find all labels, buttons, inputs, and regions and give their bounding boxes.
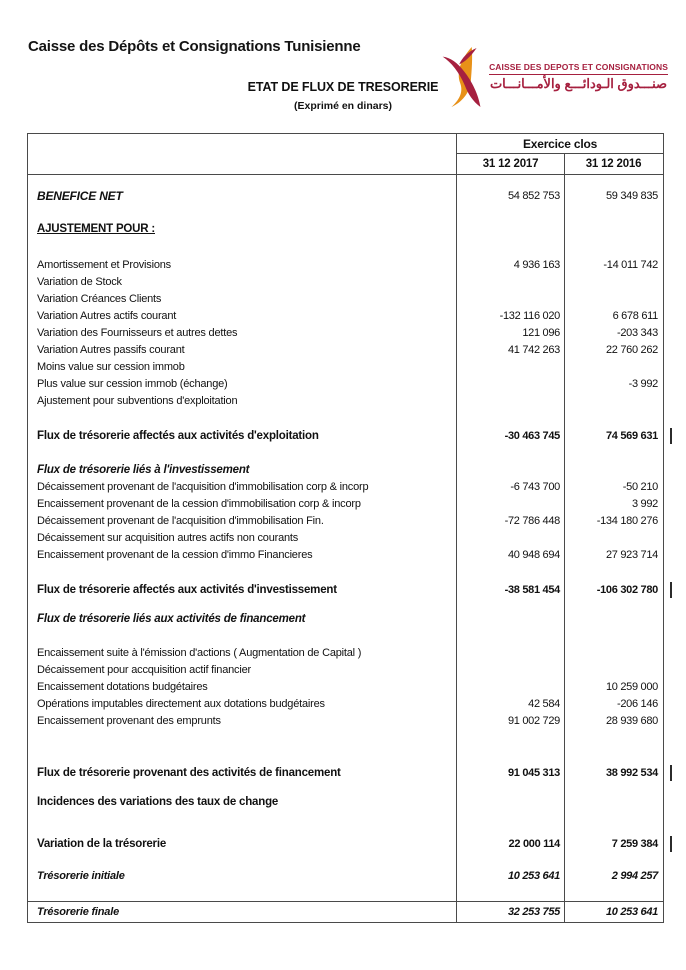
logo-swoosh-icon xyxy=(441,46,485,108)
table-row xyxy=(28,392,663,409)
table-row xyxy=(28,835,663,853)
table-row xyxy=(28,529,663,546)
value-2017: -72 786 448 xyxy=(456,512,564,529)
value-2017 xyxy=(456,220,564,238)
logo-text-french: CAISSE DES DEPOTS ET CONSIGNATIONS xyxy=(489,62,668,75)
value-2017: 91 002 729 xyxy=(456,712,564,729)
row-label xyxy=(28,810,456,835)
value-2017: 41 742 263 xyxy=(456,341,564,358)
value-2016: -106 302 780 xyxy=(564,581,662,599)
table-row xyxy=(28,220,663,238)
table-row xyxy=(28,712,663,729)
table-row xyxy=(28,644,663,661)
table-row xyxy=(28,358,663,375)
column-header-2016: 31 12 2016 xyxy=(564,154,662,174)
value-2016: 2 994 257 xyxy=(564,867,662,885)
value-2017 xyxy=(456,461,564,478)
row-label: Variation Autres passifs courant xyxy=(37,343,185,356)
value-2016: 59 349 835 xyxy=(564,185,662,206)
spacer-row xyxy=(28,409,663,427)
table-row xyxy=(28,695,663,712)
spacer-row xyxy=(28,238,663,256)
table-row xyxy=(28,273,663,290)
table-row xyxy=(28,290,663,307)
table-row xyxy=(28,546,663,563)
table-row xyxy=(28,461,663,478)
table-row xyxy=(28,901,663,922)
value-2016: 27 923 714 xyxy=(564,546,662,563)
value-2017 xyxy=(456,445,564,461)
spacer-row xyxy=(28,729,663,764)
value-2017: 42 584 xyxy=(456,695,564,712)
table-header-columns-row xyxy=(28,154,663,175)
row-label: Flux de trésorerie affectés aux activités d'exploitation xyxy=(37,430,319,442)
value-2017 xyxy=(456,610,564,627)
row-label: Encaissement provenant des emprunts xyxy=(37,714,221,727)
value-2016 xyxy=(564,793,662,810)
row-label: Variation de Stock xyxy=(37,275,122,288)
value-2017: 32 253 755 xyxy=(456,902,564,922)
header-label-spacer xyxy=(28,134,456,154)
value-2016 xyxy=(564,290,662,307)
value-2016: 3 992 xyxy=(564,495,662,512)
change-marker xyxy=(670,765,672,781)
row-label xyxy=(28,238,456,256)
table-row xyxy=(28,793,663,810)
value-2016: -50 210 xyxy=(564,478,662,495)
row-label: Encaissement provenant de la cession d'immo Financieres xyxy=(37,548,313,561)
change-marker xyxy=(670,428,672,444)
cashflow-statement-table xyxy=(27,133,664,923)
column-header-2017: 31 12 2017 xyxy=(456,154,564,174)
value-2016: 10 259 000 xyxy=(564,678,662,695)
row-label: Encaissement provenant de la cession d'immobilisation corp & incorp xyxy=(37,497,361,510)
table-row xyxy=(28,375,663,392)
value-2016: -14 011 742 xyxy=(564,256,662,273)
value-2016 xyxy=(564,175,662,185)
row-label xyxy=(28,563,456,581)
spacer-row xyxy=(28,853,663,867)
value-2017: -38 581 454 xyxy=(456,581,564,599)
spacer-row xyxy=(28,175,663,185)
value-2017: 10 253 641 xyxy=(456,867,564,885)
value-2017: 54 852 753 xyxy=(456,185,564,206)
value-2017 xyxy=(456,290,564,307)
value-2016: 28 939 680 xyxy=(564,712,662,729)
value-2016 xyxy=(564,610,662,627)
table-row xyxy=(28,495,663,512)
company-name: Caisse des Dépôts et Consignations Tunisienne xyxy=(28,38,361,55)
value-2016 xyxy=(564,810,662,835)
table-row xyxy=(28,610,663,627)
value-2017 xyxy=(456,358,564,375)
value-2016 xyxy=(564,599,662,610)
value-2016 xyxy=(564,627,662,644)
value-2016: 7 259 384 xyxy=(564,835,662,853)
value-2017 xyxy=(456,885,564,901)
row-label: Encaissement dotations budgétaires xyxy=(37,680,208,693)
value-2016 xyxy=(564,661,662,678)
row-label: Moins value sur cession immob xyxy=(37,360,185,373)
row-label: Trésorerie finale xyxy=(37,906,119,918)
value-2016 xyxy=(564,782,662,793)
document-header xyxy=(0,0,686,133)
table-row xyxy=(28,661,663,678)
value-2016 xyxy=(564,853,662,867)
table-row xyxy=(28,478,663,495)
spacer-row xyxy=(28,445,663,461)
table-row xyxy=(28,341,663,358)
value-2017 xyxy=(456,678,564,695)
value-2017 xyxy=(456,782,564,793)
value-2016: -3 992 xyxy=(564,375,662,392)
value-2016: 22 760 262 xyxy=(564,341,662,358)
value-2016 xyxy=(564,392,662,409)
table-row xyxy=(28,678,663,695)
value-2016 xyxy=(564,563,662,581)
value-2016 xyxy=(564,273,662,290)
value-2017 xyxy=(456,529,564,546)
row-label: Opérations imputables directement aux dotations budgétaires xyxy=(37,697,325,710)
row-label: Trésorerie initiale xyxy=(37,870,125,882)
value-2017 xyxy=(456,644,564,661)
header-label-spacer xyxy=(28,154,456,174)
value-2016: -134 180 276 xyxy=(564,512,662,529)
table-row xyxy=(28,581,663,599)
value-2017: 40 948 694 xyxy=(456,546,564,563)
value-2017: 121 096 xyxy=(456,324,564,341)
row-label: Variation Créances Clients xyxy=(37,292,162,305)
value-2016 xyxy=(564,220,662,238)
table-row xyxy=(28,764,663,782)
logo-text-arabic: صنـــدوق الـودائـــع والأمـــانـــات xyxy=(489,76,668,91)
row-label: Décaissement provenant de l'acquisition d'immobilisation Fin. xyxy=(37,514,324,527)
value-2017: -6 743 700 xyxy=(456,478,564,495)
column-group-header: Exercice clos xyxy=(456,134,663,154)
value-2016 xyxy=(564,729,662,764)
row-label: Variation Autres actifs courant xyxy=(37,309,177,322)
value-2017 xyxy=(456,627,564,644)
spacer-row xyxy=(28,563,663,581)
row-label: Décaissement provenant de l'acquisition d'immobilisation corp & incorp xyxy=(37,480,369,493)
value-2016 xyxy=(564,206,662,220)
value-2016 xyxy=(564,644,662,661)
value-2017 xyxy=(456,810,564,835)
row-label xyxy=(28,599,456,610)
row-label: Flux de trésorerie liés à l'investissement xyxy=(37,463,250,476)
value-2016: 6 678 611 xyxy=(564,307,662,324)
value-2017 xyxy=(456,793,564,810)
table-header-group-row xyxy=(28,134,663,154)
value-2017 xyxy=(456,661,564,678)
spacer-row xyxy=(28,810,663,835)
spacer-row xyxy=(28,885,663,901)
spacer-row xyxy=(28,782,663,793)
table-row xyxy=(28,256,663,273)
row-label xyxy=(28,206,456,220)
row-label xyxy=(28,885,456,901)
row-label: Flux de trésorerie liés aux activités de financement xyxy=(37,612,306,625)
value-2017 xyxy=(456,495,564,512)
value-2017 xyxy=(456,729,564,764)
value-2017 xyxy=(456,599,564,610)
table-row xyxy=(28,185,663,206)
row-label xyxy=(28,409,456,427)
table-row xyxy=(28,512,663,529)
table-row xyxy=(28,324,663,341)
value-2017 xyxy=(456,853,564,867)
row-label: BENEFICE NET xyxy=(37,188,123,203)
value-2016 xyxy=(564,358,662,375)
document-subtitle: (Exprimé en dinars) xyxy=(293,100,393,112)
row-label: Variation des Fournisseurs et autres dettes xyxy=(37,326,238,339)
table-row xyxy=(28,307,663,324)
value-2017 xyxy=(456,273,564,290)
row-label xyxy=(28,729,456,764)
row-label: Flux de trésorerie provenant des activités de financement xyxy=(37,767,341,779)
value-2017: 91 045 313 xyxy=(456,764,564,782)
row-label xyxy=(28,782,456,793)
spacer-row xyxy=(28,599,663,610)
value-2017 xyxy=(456,206,564,220)
table-row xyxy=(28,427,663,445)
row-label: Incidences des variations des taux de change xyxy=(37,795,279,808)
value-2016: 10 253 641 xyxy=(564,902,662,922)
row-label: Décaissement sur acquisition autres actifs non courants xyxy=(37,531,299,544)
row-label: Variation de la trésorerie xyxy=(37,838,167,850)
value-2016 xyxy=(564,409,662,427)
row-label xyxy=(28,445,456,461)
value-2017 xyxy=(456,409,564,427)
row-label: Ajustement pour subventions d'exploitation xyxy=(37,394,238,407)
value-2017: -132 116 020 xyxy=(456,307,564,324)
row-label: Flux de trésorerie affectés aux activités d'investissement xyxy=(37,584,337,596)
change-marker xyxy=(670,582,672,598)
spacer-row xyxy=(28,627,663,644)
value-2017: 4 936 163 xyxy=(456,256,564,273)
value-2016: 38 992 534 xyxy=(564,764,662,782)
value-2017 xyxy=(456,563,564,581)
value-2016: -206 146 xyxy=(564,695,662,712)
spacer-row xyxy=(28,206,663,220)
row-label: Amortissement et Provisions xyxy=(37,258,171,271)
table-body xyxy=(28,175,663,922)
row-label xyxy=(28,627,456,644)
row-label: Décaissement pour accquisition actif financier xyxy=(37,663,251,676)
value-2017: -30 463 745 xyxy=(456,427,564,445)
value-2017 xyxy=(456,392,564,409)
value-2017 xyxy=(456,175,564,185)
value-2017: 22 000 114 xyxy=(456,835,564,853)
table-row xyxy=(28,867,663,885)
logo-text xyxy=(489,62,668,92)
row-label xyxy=(28,175,456,185)
value-2017 xyxy=(456,375,564,392)
value-2016 xyxy=(564,529,662,546)
change-marker xyxy=(670,836,672,852)
value-2016 xyxy=(564,885,662,901)
value-2016: 74 569 631 xyxy=(564,427,662,445)
row-label: Plus value sur cession immob (échange) xyxy=(37,377,228,390)
value-2016: -203 343 xyxy=(564,324,662,341)
row-label: AJUSTEMENT POUR : xyxy=(37,223,155,235)
value-2016 xyxy=(564,461,662,478)
company-logo xyxy=(441,46,668,108)
document-title: ETAT DE FLUX DE TRESORERIE xyxy=(247,80,439,94)
value-2016 xyxy=(564,238,662,256)
value-2017 xyxy=(456,238,564,256)
row-label: Encaissement suite à l'émission d'actions ( Augmentation de Capital ) xyxy=(37,646,362,659)
value-2016 xyxy=(564,445,662,461)
row-label xyxy=(28,853,456,867)
